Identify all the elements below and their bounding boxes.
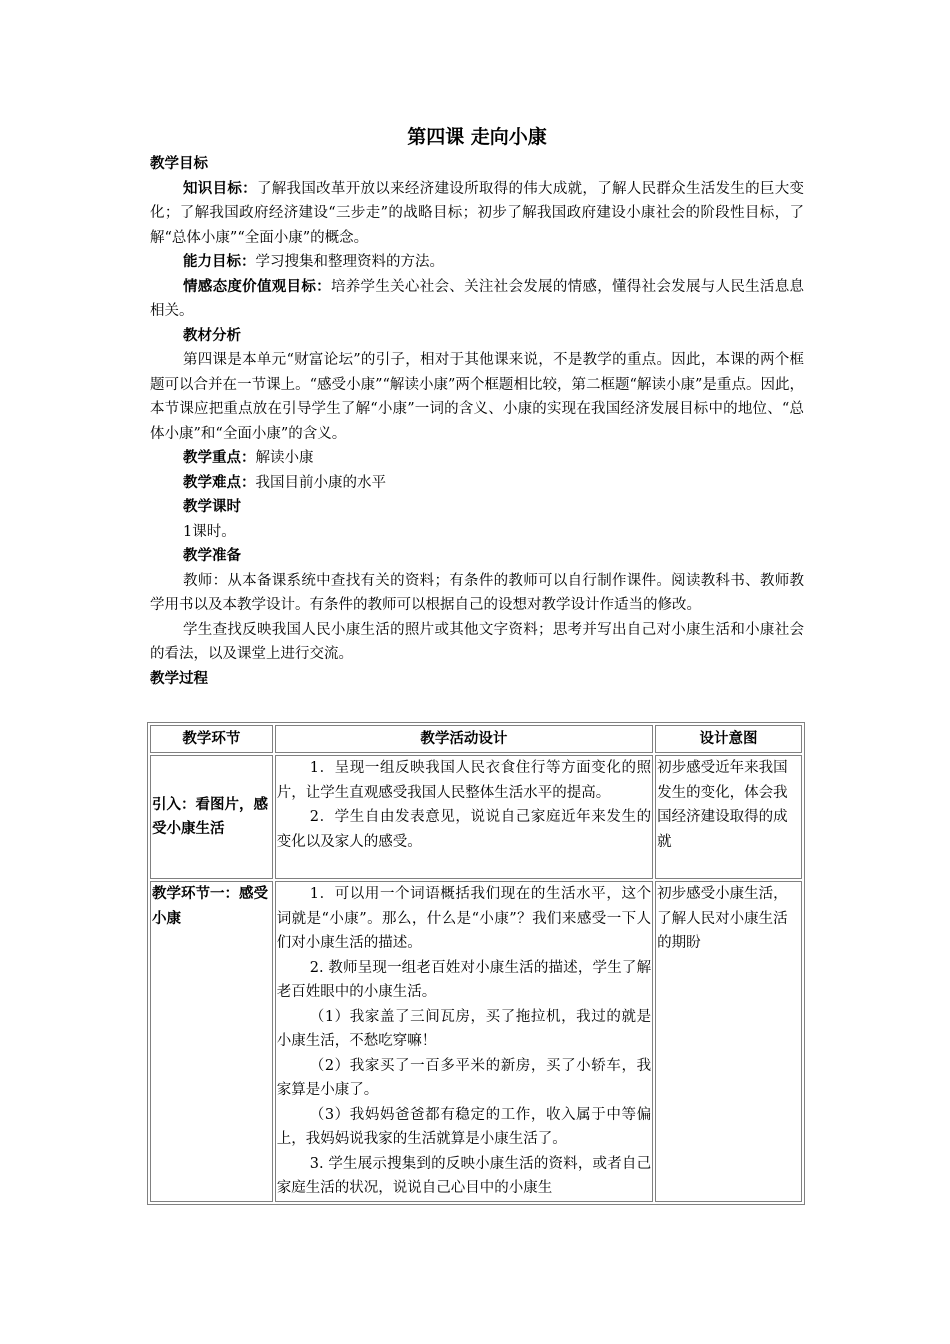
key-point-label: 教学重点：: [183, 450, 256, 466]
analysis-heading: 教材分析: [183, 327, 241, 344]
activity-item: （1）我家盖了三间瓦房，买了拖拉机，我过的就是小康生活，不愁吃穿嘛！: [276, 1008, 652, 1049]
activity-item: 3. 学生展示搜集到的反映小康生活的资料，或者自己家庭生活的状况，说说自己心目中的小康生: [276, 1155, 652, 1196]
intent-cell: 初步感受小康生活，了解人民对小康生活的期盼: [655, 881, 802, 1202]
ability-text: 学习搜集和整理资料的方法。: [255, 254, 444, 270]
difficulty: [150, 471, 804, 496]
activity-item: （2）我家买了一百多平米的新房，买了小轿车，我家算是小康了。: [276, 1057, 652, 1098]
key-point-text: 解读小康: [255, 450, 314, 466]
table-row: [150, 881, 802, 1202]
activity-item: 1．呈现一组反映我国人民衣食住行等方面变化的照片，让学生直观感受我国人民整体生活水平的提高。: [276, 760, 652, 801]
header-stage: 教学环节: [150, 725, 273, 753]
objectives-heading: 教学目标: [150, 156, 208, 172]
knowledge-text: 了解我国改革开放以来经济建设所取得的伟大成就，了解人民群众生活发生的巨大变化；了解我国政府经济建设“三步走”的战略目标；初步了解我国政府建设小康社会的阶段性目标，了解“总体小康”“全面小康”的概念。: [150, 180, 805, 246]
preparation-heading: 教学准备: [183, 548, 241, 564]
preparation-student: 学生查找反映我国人民小康生活的照片或其他文字资料；思考并写出自己对小康生活和小康社会的看法，以及课堂上进行交流。: [150, 621, 804, 662]
difficulty-label: 教学难点：: [183, 474, 256, 491]
stage-cell: 引入：看图片，感受小康生活: [150, 755, 273, 879]
stage-cell: 教学环节一：感受小康: [150, 881, 273, 1202]
hours-heading: 教学课时: [183, 499, 241, 515]
process-heading: 教学过程: [150, 670, 208, 687]
knowledge-objective: [150, 177, 804, 251]
difficulty-text: 我国目前小康的水平: [255, 474, 386, 491]
activity-item: 1．可以用一个词语概括我们现在的生活水平，这个词就是“小康”。那么，什么是“小康”？我们来感受一下人们对小康生活的描述。: [276, 886, 652, 951]
knowledge-label: 知识目标：: [183, 180, 257, 197]
key-point: [150, 446, 804, 471]
activity-item: （3）我妈妈爸爸都有稳定的工作，收入属于中等偏上，我妈妈说我家的生活就算是小康生活了。: [276, 1106, 652, 1147]
process-table: [147, 722, 805, 1205]
table-row: [150, 755, 802, 879]
hours-text: 1课时。: [183, 523, 236, 540]
activities-cell: [275, 881, 653, 1202]
activity-item: 2．学生自由发表意见，说说自己家庭近年来发生的变化以及家人的感受。: [276, 809, 652, 850]
document-page: [150, 122, 804, 691]
activities-cell: [275, 755, 653, 879]
emotion-text: 培养学生关心社会、关注社会发展的情感，懂得社会发展与人民生活息息相关。: [150, 278, 805, 319]
table-header-row: [150, 725, 802, 753]
header-intent: 设计意图: [655, 725, 802, 753]
preparation-teacher: 教师：从本备课系统中查找有关的资料；有条件的教师可以自行制作课件。阅读教科书、教师教学用书以及本教学设计。有条件的教师可以根据自己的设想对教学设计作适当的修改。: [150, 572, 804, 613]
ability-objective: [150, 250, 804, 275]
emotion-objective: [150, 275, 804, 324]
page-title: 第四课 走向小康: [407, 126, 547, 148]
analysis-text: 第四课是本单元“财富论坛”的引子，相对于其他课来说，不是教学的重点。因此，本课的两个框题可以合并在一节课上。“感受小康”“解读小康”两个框题相比较，第二框题“解读小康”是重点。因此，本节课应把重点放在引导学生了解“小康”一词的含义、小康的实现在我国经济发展目标中的地位、“总体小康”和“全面小康”的含义。: [150, 352, 804, 442]
ability-label: 能力目标：: [183, 254, 256, 270]
header-activities: 教学活动设计: [275, 725, 653, 753]
intent-cell: 初步感受近年来我国发生的变化，体会我国经济建设取得的成就: [655, 755, 802, 879]
activity-item: 2. 教师呈现一组老百姓对小康生活的描述，学生了解老百姓眼中的小康生活。: [276, 959, 652, 1000]
emotion-label: 情感态度价值观目标：: [183, 278, 331, 295]
